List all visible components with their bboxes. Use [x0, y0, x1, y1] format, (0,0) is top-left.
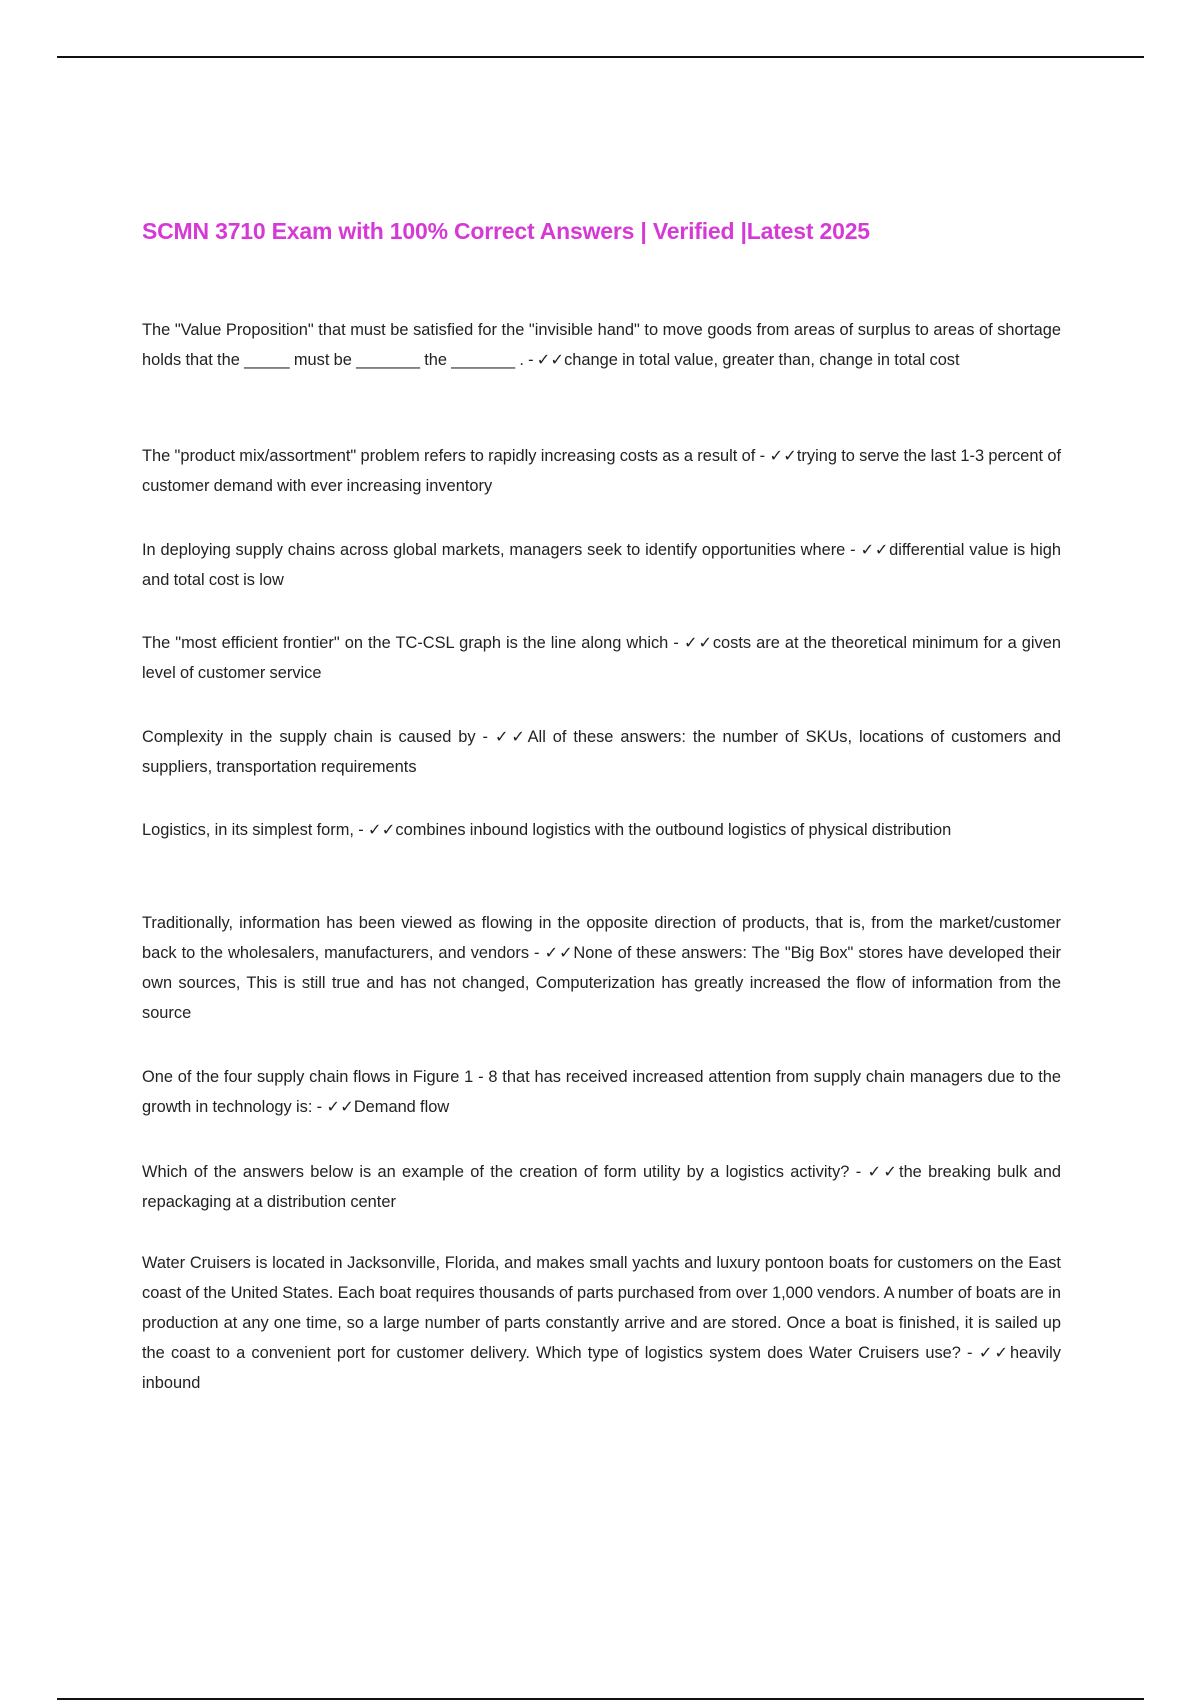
document-title: SCMN 3710 Exam with 100% Correct Answers | Verified |Latest 2025	[142, 218, 870, 244]
qa-item-6	[142, 815, 1061, 845]
check-icon: ✓✓	[867, 1163, 900, 1181]
qa-item-2	[142, 441, 1061, 501]
check-icon: ✓✓	[494, 728, 528, 746]
answer-text: trying to serve the last 1-3 percent of customer demand with ever increasing inventory	[142, 447, 1061, 495]
answer-text: combines inbound logistics with the outbound logistics of physical distribution	[395, 821, 952, 839]
qa-item-4	[142, 628, 1061, 688]
check-icon: ✓✓	[326, 1098, 354, 1116]
question-text: Logistics, in its simplest form, -	[142, 821, 364, 839]
qa-item-5	[142, 722, 1061, 782]
question-text: The "product mix/assortment" problem refers to rapidly increasing costs as a result of -	[142, 447, 766, 465]
check-icon: ✓✓	[683, 634, 713, 652]
question-text: Complexity in the supply chain is caused by -	[142, 728, 488, 746]
qa-item-1	[142, 315, 1061, 375]
check-icon: ✓✓	[860, 541, 890, 559]
qa-item-8	[142, 1062, 1061, 1122]
qa-item-7	[142, 908, 1061, 1028]
answer-text: change in total value, greater than, change in total cost	[564, 351, 960, 369]
question-text: One of the four supply chain flows in Figure 1 - 8 that has received increased attention from supply chain managers due to the growth in technology is: -	[142, 1068, 1061, 1116]
question-text: The "Value Proposition" that must be satisfied for the "invisible hand" to move goods from areas of surplus to areas of shortage holds that the _____ must be _______ the _______ . -	[142, 321, 1061, 369]
check-icon: ✓✓	[769, 447, 797, 465]
check-icon: ✓✓	[367, 821, 396, 839]
question-text: In deploying supply chains across global markets, managers seek to identify opportunities where -	[142, 541, 856, 559]
question-text: Water Cruisers is located in Jacksonville, Florida, and makes small yachts and luxury pontoon boats for customers on the East coast of the United States. Each boat requires thousands of parts purchased from over 1,000 vendors. A number of boats are in production at any one time, so a large number of parts constantly arrive and are stored. Once a boat is finished, it is sailed up the coast to a convenient port for customer delivery. Which type of logistics system does Water Cruisers use? -	[142, 1254, 1061, 1362]
question-text: Traditionally, information has been viewed as flowing in the opposite direction of products, that is, from the market/customer back to the wholesalers, manufacturers, and vendors -	[142, 914, 1061, 962]
top-rule	[57, 56, 1144, 58]
answer-text: costs are at the theoretical minimum for a given level of customer service	[142, 634, 1061, 682]
check-icon: ✓✓	[544, 944, 574, 962]
check-icon: ✓✓	[978, 1344, 1010, 1362]
check-icon: ✓✓	[536, 351, 565, 369]
answer-text: heavily inbound	[142, 1344, 1062, 1392]
answer-text: the breaking bulk and repackaging at a distribution center	[142, 1163, 1061, 1211]
answer-text: Demand flow	[353, 1098, 450, 1116]
qa-item-10	[142, 1248, 1061, 1398]
qa-item-3	[142, 535, 1061, 595]
answer-text: None of these answers: The "Big Box" stores have developed their own sources, This is still true and has not changed, Computerization has greatly increased the flow of information from the source	[142, 944, 1062, 1022]
answer-text: All of these answers: the number of SKUs, locations of customers and suppliers, transportation requirements	[142, 728, 1061, 776]
question-text: Which of the answers below is an example of the creation of form utility by a logistics activity? -	[142, 1163, 862, 1181]
question-text: The "most efficient frontier" on the TC-CSL graph is the line along which -	[142, 634, 679, 652]
qa-item-9	[142, 1157, 1061, 1217]
answer-text: differential value is high and total cost is low	[142, 541, 1062, 589]
